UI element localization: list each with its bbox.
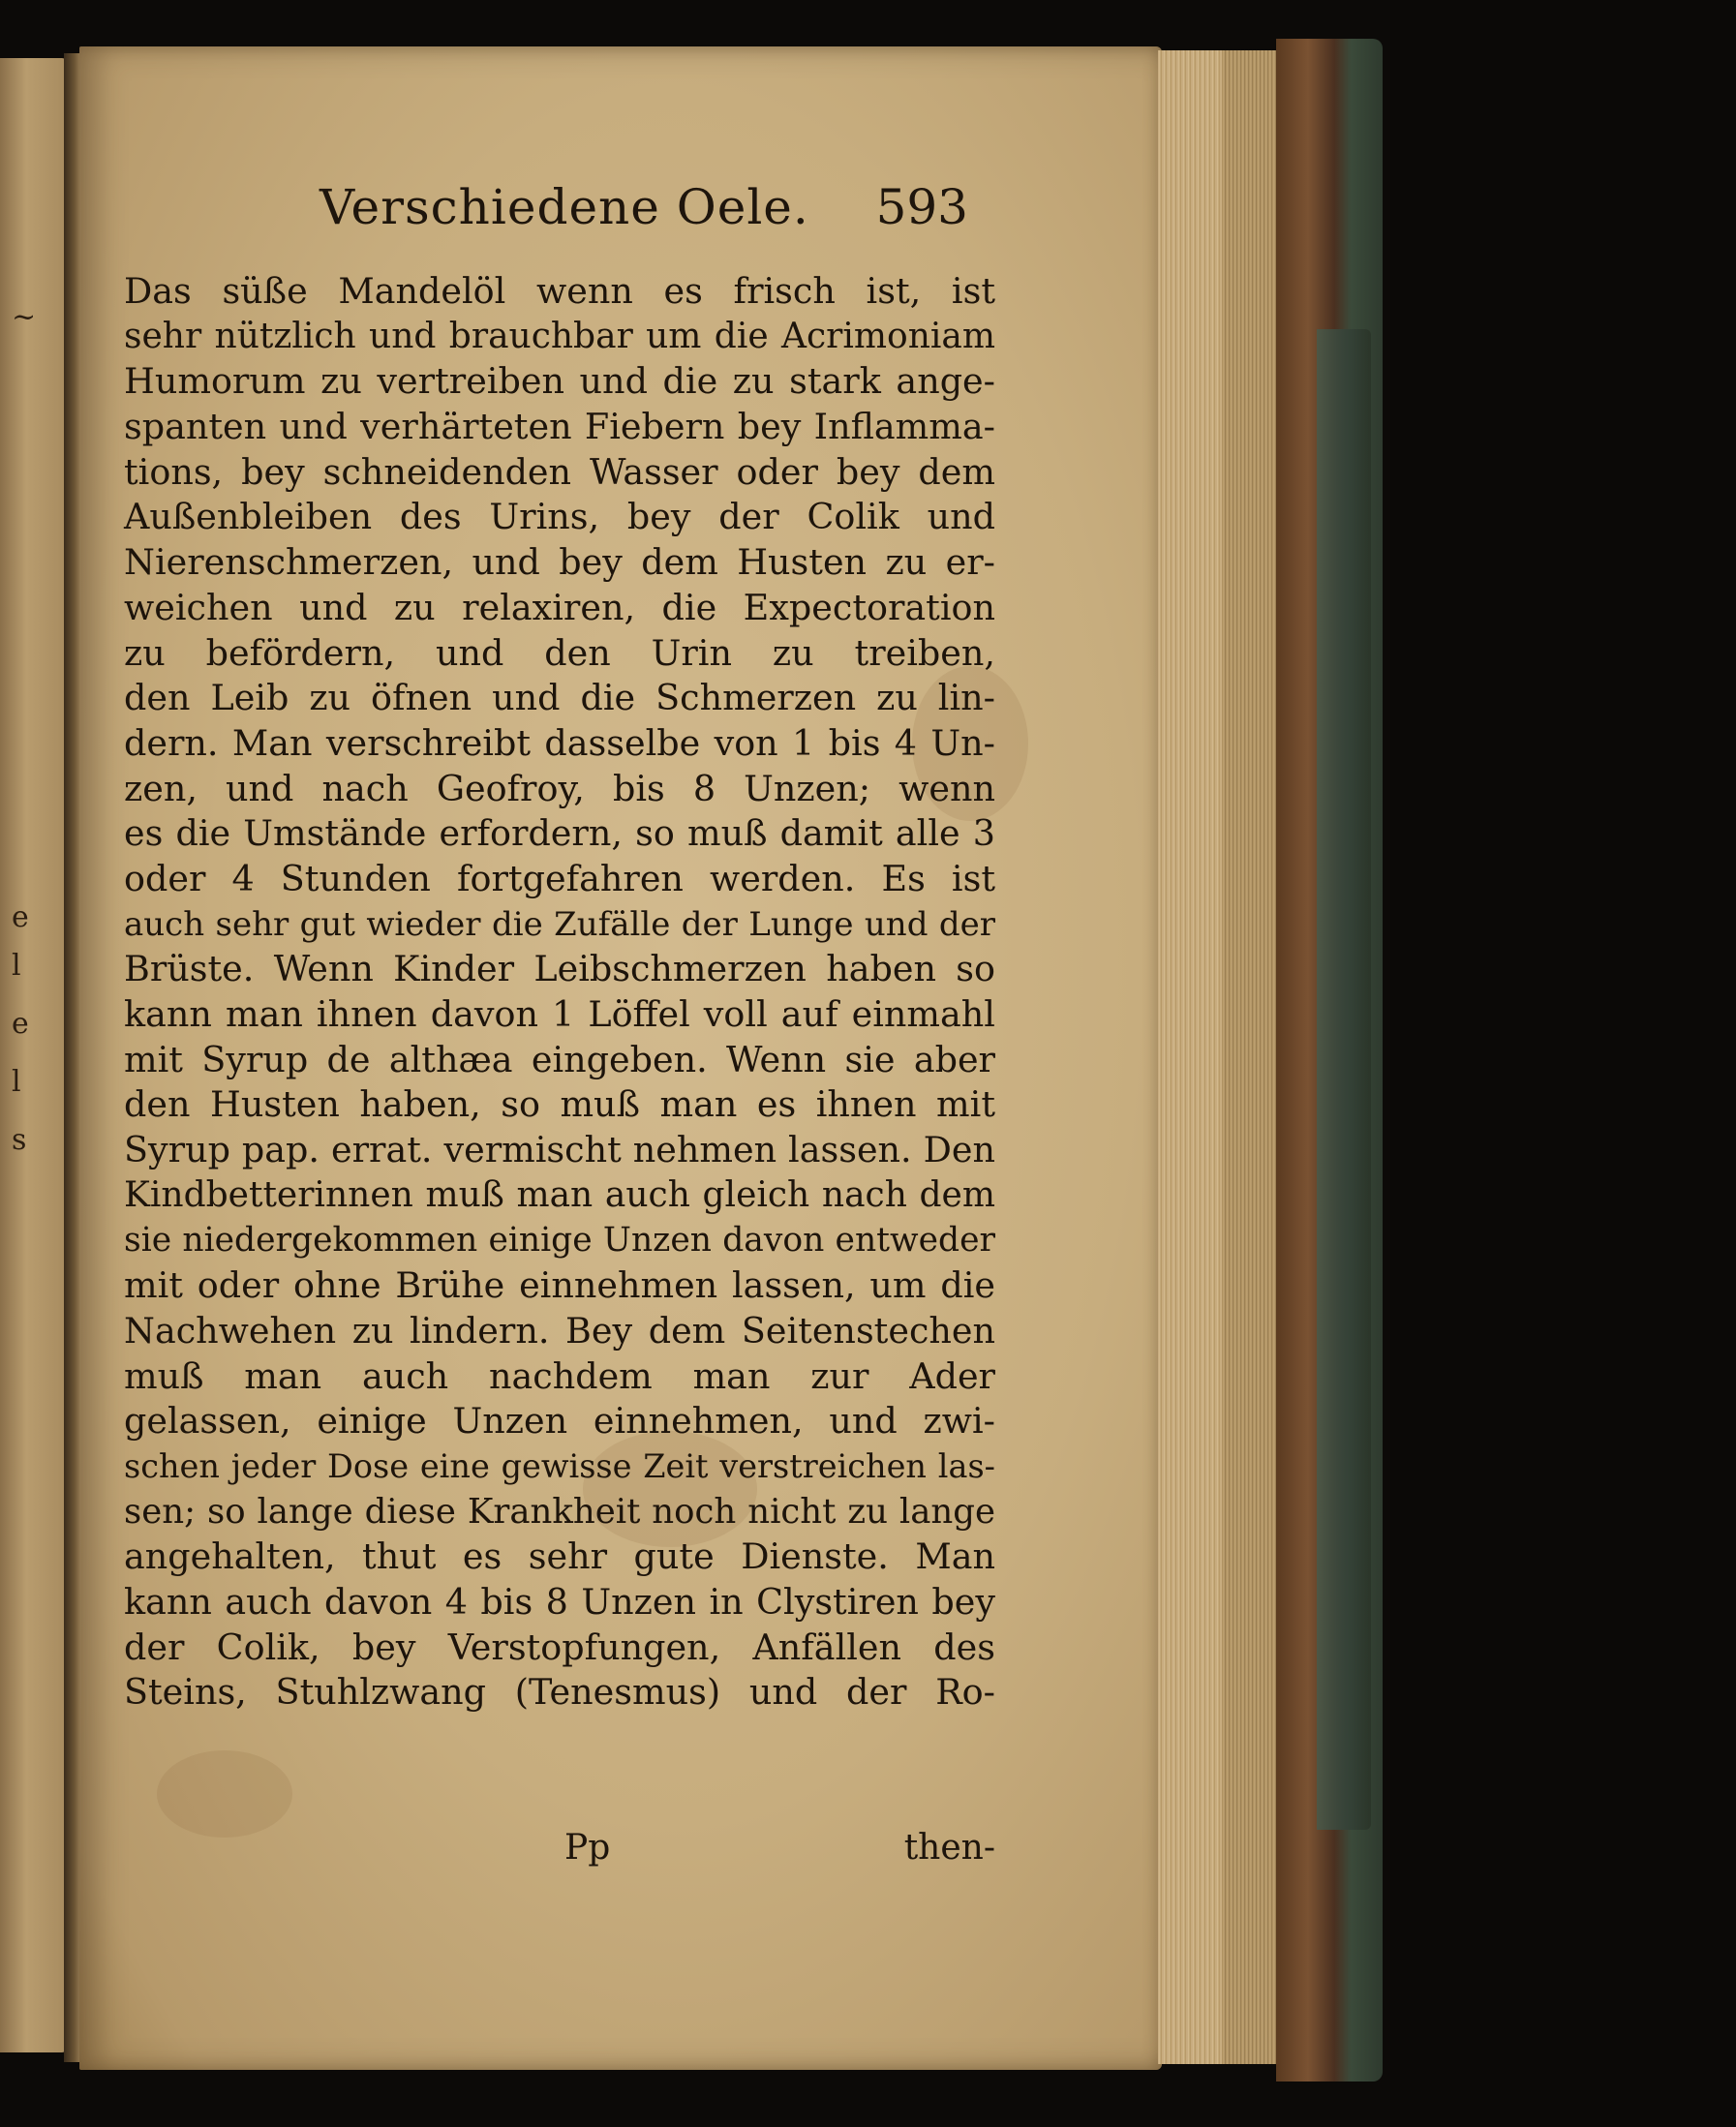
- text-line: weichen und zu relaxiren, die Expectoration: [124, 586, 995, 628]
- text-line: Brüste. Wenn Kinder Leibschmerzen haben so: [124, 948, 995, 990]
- text-line: Kindbetterinnen muß man auch gleich nach dem: [124, 1174, 995, 1215]
- text-line: schen jeder Dose eine gewisse Zeit verstreichen las-: [124, 1446, 995, 1485]
- text-line: Humorum zu vertreiben und die zu stark ange-: [124, 360, 995, 403]
- text-line: zen, und nach Geofroy, bis 8 Unzen; wenn: [124, 767, 995, 809]
- scan-background-right: [1390, 0, 1736, 2127]
- text-line: angehalten, thut es sehr gute Dienste. Man: [124, 1535, 995, 1578]
- catchword: then-: [903, 1828, 995, 1868]
- text-line: sie niedergekommen einige Unzen davon entweder: [124, 1221, 995, 1261]
- text-line: der Colik, bey Verstopfungen, Anfällen des: [124, 1626, 995, 1668]
- book-cover-board: [1317, 329, 1371, 1830]
- text-line: kann auch davon 4 bis 8 Unzen in Clystiren bey: [124, 1580, 995, 1623]
- book-fore-edge: [1158, 50, 1226, 2064]
- text-line: Außenbleiben des Urins, bey der Colik und: [124, 496, 995, 538]
- text-line: Syrup pap. errat. vermischt nehmen lassen. Den: [124, 1129, 995, 1171]
- page-number: 593: [875, 179, 968, 235]
- text-line: zu befördern, und den Urin zu treiben,: [124, 631, 995, 674]
- text-line: Das süße Mandelöl wenn es frisch ist, ist: [124, 270, 995, 312]
- body-text: [124, 269, 995, 1716]
- text-line: oder 4 Stunden fortgefahren werden. Es ist: [124, 857, 995, 899]
- signature-mark: Pp: [564, 1828, 611, 1868]
- running-title: Verschiedene Oele.: [320, 179, 809, 235]
- page-header: [320, 179, 997, 247]
- text-line: sen; so lange diese Krankheit noch nicht zu lange: [124, 1491, 995, 1532]
- book-fore-edge-shadow: [1222, 50, 1280, 2064]
- text-line: Steins, Stuhlzwang (Tenesmus) und der Ro-: [124, 1671, 995, 1714]
- text-line: mit Syrup de althæa eingeben. Wenn sie aber: [124, 1038, 995, 1080]
- text-line: muß man auch nachdem man zur Ader: [124, 1354, 995, 1397]
- paper-stain: [157, 1750, 292, 1838]
- text-line: gelassen, einige Unzen einnehmen, und zwi-: [124, 1400, 995, 1443]
- text-line: den Husten haben, so muß man es ihnen mit: [124, 1083, 995, 1126]
- text-line: kann man ihnen davon 1 Löffel voll auf einmahl: [124, 993, 995, 1035]
- text-line: tions, bey schneidenden Wasser oder bey dem: [124, 450, 995, 493]
- text-line: Nierenschmerzen, und bey dem Husten zu er-: [124, 541, 995, 584]
- left-page-edge: [0, 58, 66, 2052]
- page-footer: [124, 1828, 995, 1876]
- text-line: den Leib zu öfnen und die Schmerzen zu lin-: [124, 677, 995, 719]
- text-line: dern. Man verschreibt dasselbe von 1 bis 4 Un-: [124, 721, 995, 764]
- left-page-marks: ~ e l e l s: [12, 300, 37, 1157]
- text-line: spanten und verhärteten Fiebern bey Inflamma-: [124, 406, 995, 448]
- text-line: sehr nützlich und brauchbar um die Acrimoniam: [124, 316, 995, 356]
- text-line: es die Umstände erfordern, so muß damit alle 3: [124, 812, 995, 855]
- text-line: auch sehr gut wieder die Zufälle der Lunge und der: [124, 904, 995, 944]
- text-line: mit oder ohne Brühe einnehmen lassen, um die: [124, 1264, 995, 1307]
- text-line: Nachwehen zu lindern. Bey dem Seitenstechen: [124, 1309, 995, 1352]
